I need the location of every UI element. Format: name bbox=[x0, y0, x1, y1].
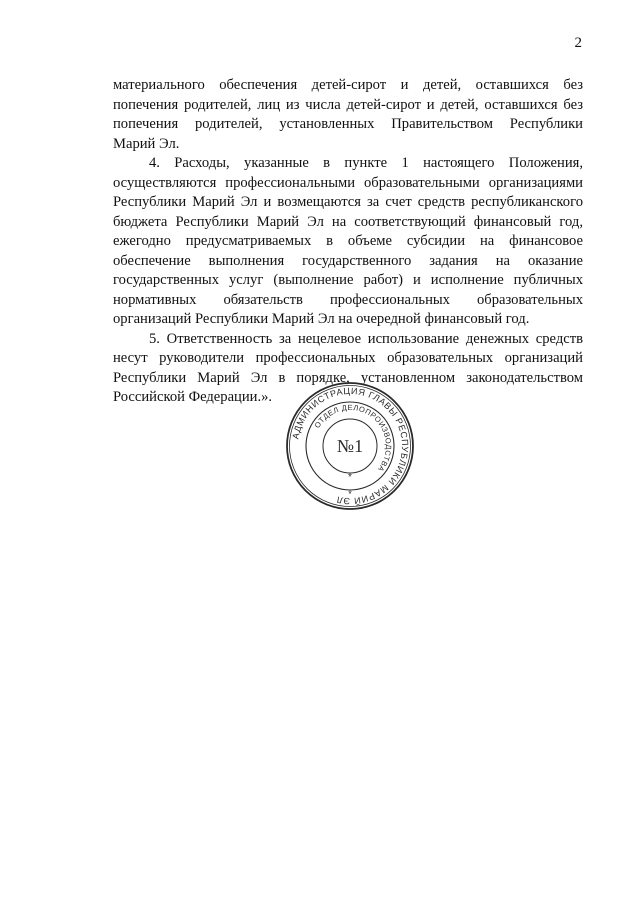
text-line: нормативных обязательств профессиональных образовательных bbox=[113, 291, 583, 308]
stamp-star-icon: * bbox=[348, 489, 352, 499]
document-body bbox=[113, 76, 583, 408]
text-line: ежегодно предусматриваемых в объеме субсидии на финансовое bbox=[113, 233, 583, 249]
stamp-star-icon: * bbox=[348, 472, 352, 483]
text-line: бюджета Республики Марий Эл на соответствующий финансовый год, bbox=[113, 213, 583, 230]
text-line: организаций Республики Марий Эл на очередной финансовый год. bbox=[113, 311, 530, 327]
stamp-inner-text: ОТДЕЛ ДЕЛОПРОИЗВОДСТВА bbox=[312, 402, 394, 474]
text-line: несут руководители профессиональных образовательных организаций bbox=[113, 350, 583, 366]
text-line: попечения родителей, установленных Правительством Республики bbox=[113, 116, 583, 132]
stamp-seal-icon bbox=[284, 380, 416, 512]
text-line: 5. Ответственность за нецелевое использование денежных средств bbox=[149, 330, 583, 347]
paragraph-continuation bbox=[113, 76, 583, 154]
page-number: 2 bbox=[574, 35, 582, 51]
text-line: обеспечение выполнения государственного задания на оказание bbox=[113, 252, 583, 269]
text-line: Марий Эл. bbox=[113, 135, 180, 152]
text-line: Республики Марий Эл в порядке, установленном законодательством bbox=[113, 369, 583, 386]
text-line: попечения родителей, лиц из числа детей-сирот и детей, оставшихся без bbox=[113, 96, 583, 113]
text-line: государственных услуг (выполнение работ) и исполнение публичных bbox=[113, 272, 583, 288]
text-line: Республики Марий Эл и возмещаются за счет средств республиканского bbox=[113, 194, 583, 210]
text-line: осуществляются профессиональными образовательными организациями bbox=[113, 174, 583, 191]
stamp-center-number: №1 bbox=[336, 436, 364, 456]
text-line: материального обеспечения детей-сирот и детей, оставшихся без bbox=[113, 77, 583, 93]
paragraph-item-4 bbox=[113, 154, 583, 330]
official-stamp bbox=[284, 380, 416, 512]
text-line: Российской Федерации.». bbox=[113, 389, 273, 405]
stamp-outer-text: АДМИНИСТРАЦИЯ ГЛАВЫ РЕСПУБЛИКИ МАРИЙ ЭЛ bbox=[290, 385, 411, 507]
text-line: 4. Расходы, указанные в пункте 1 настоящего Положения, bbox=[149, 155, 583, 171]
